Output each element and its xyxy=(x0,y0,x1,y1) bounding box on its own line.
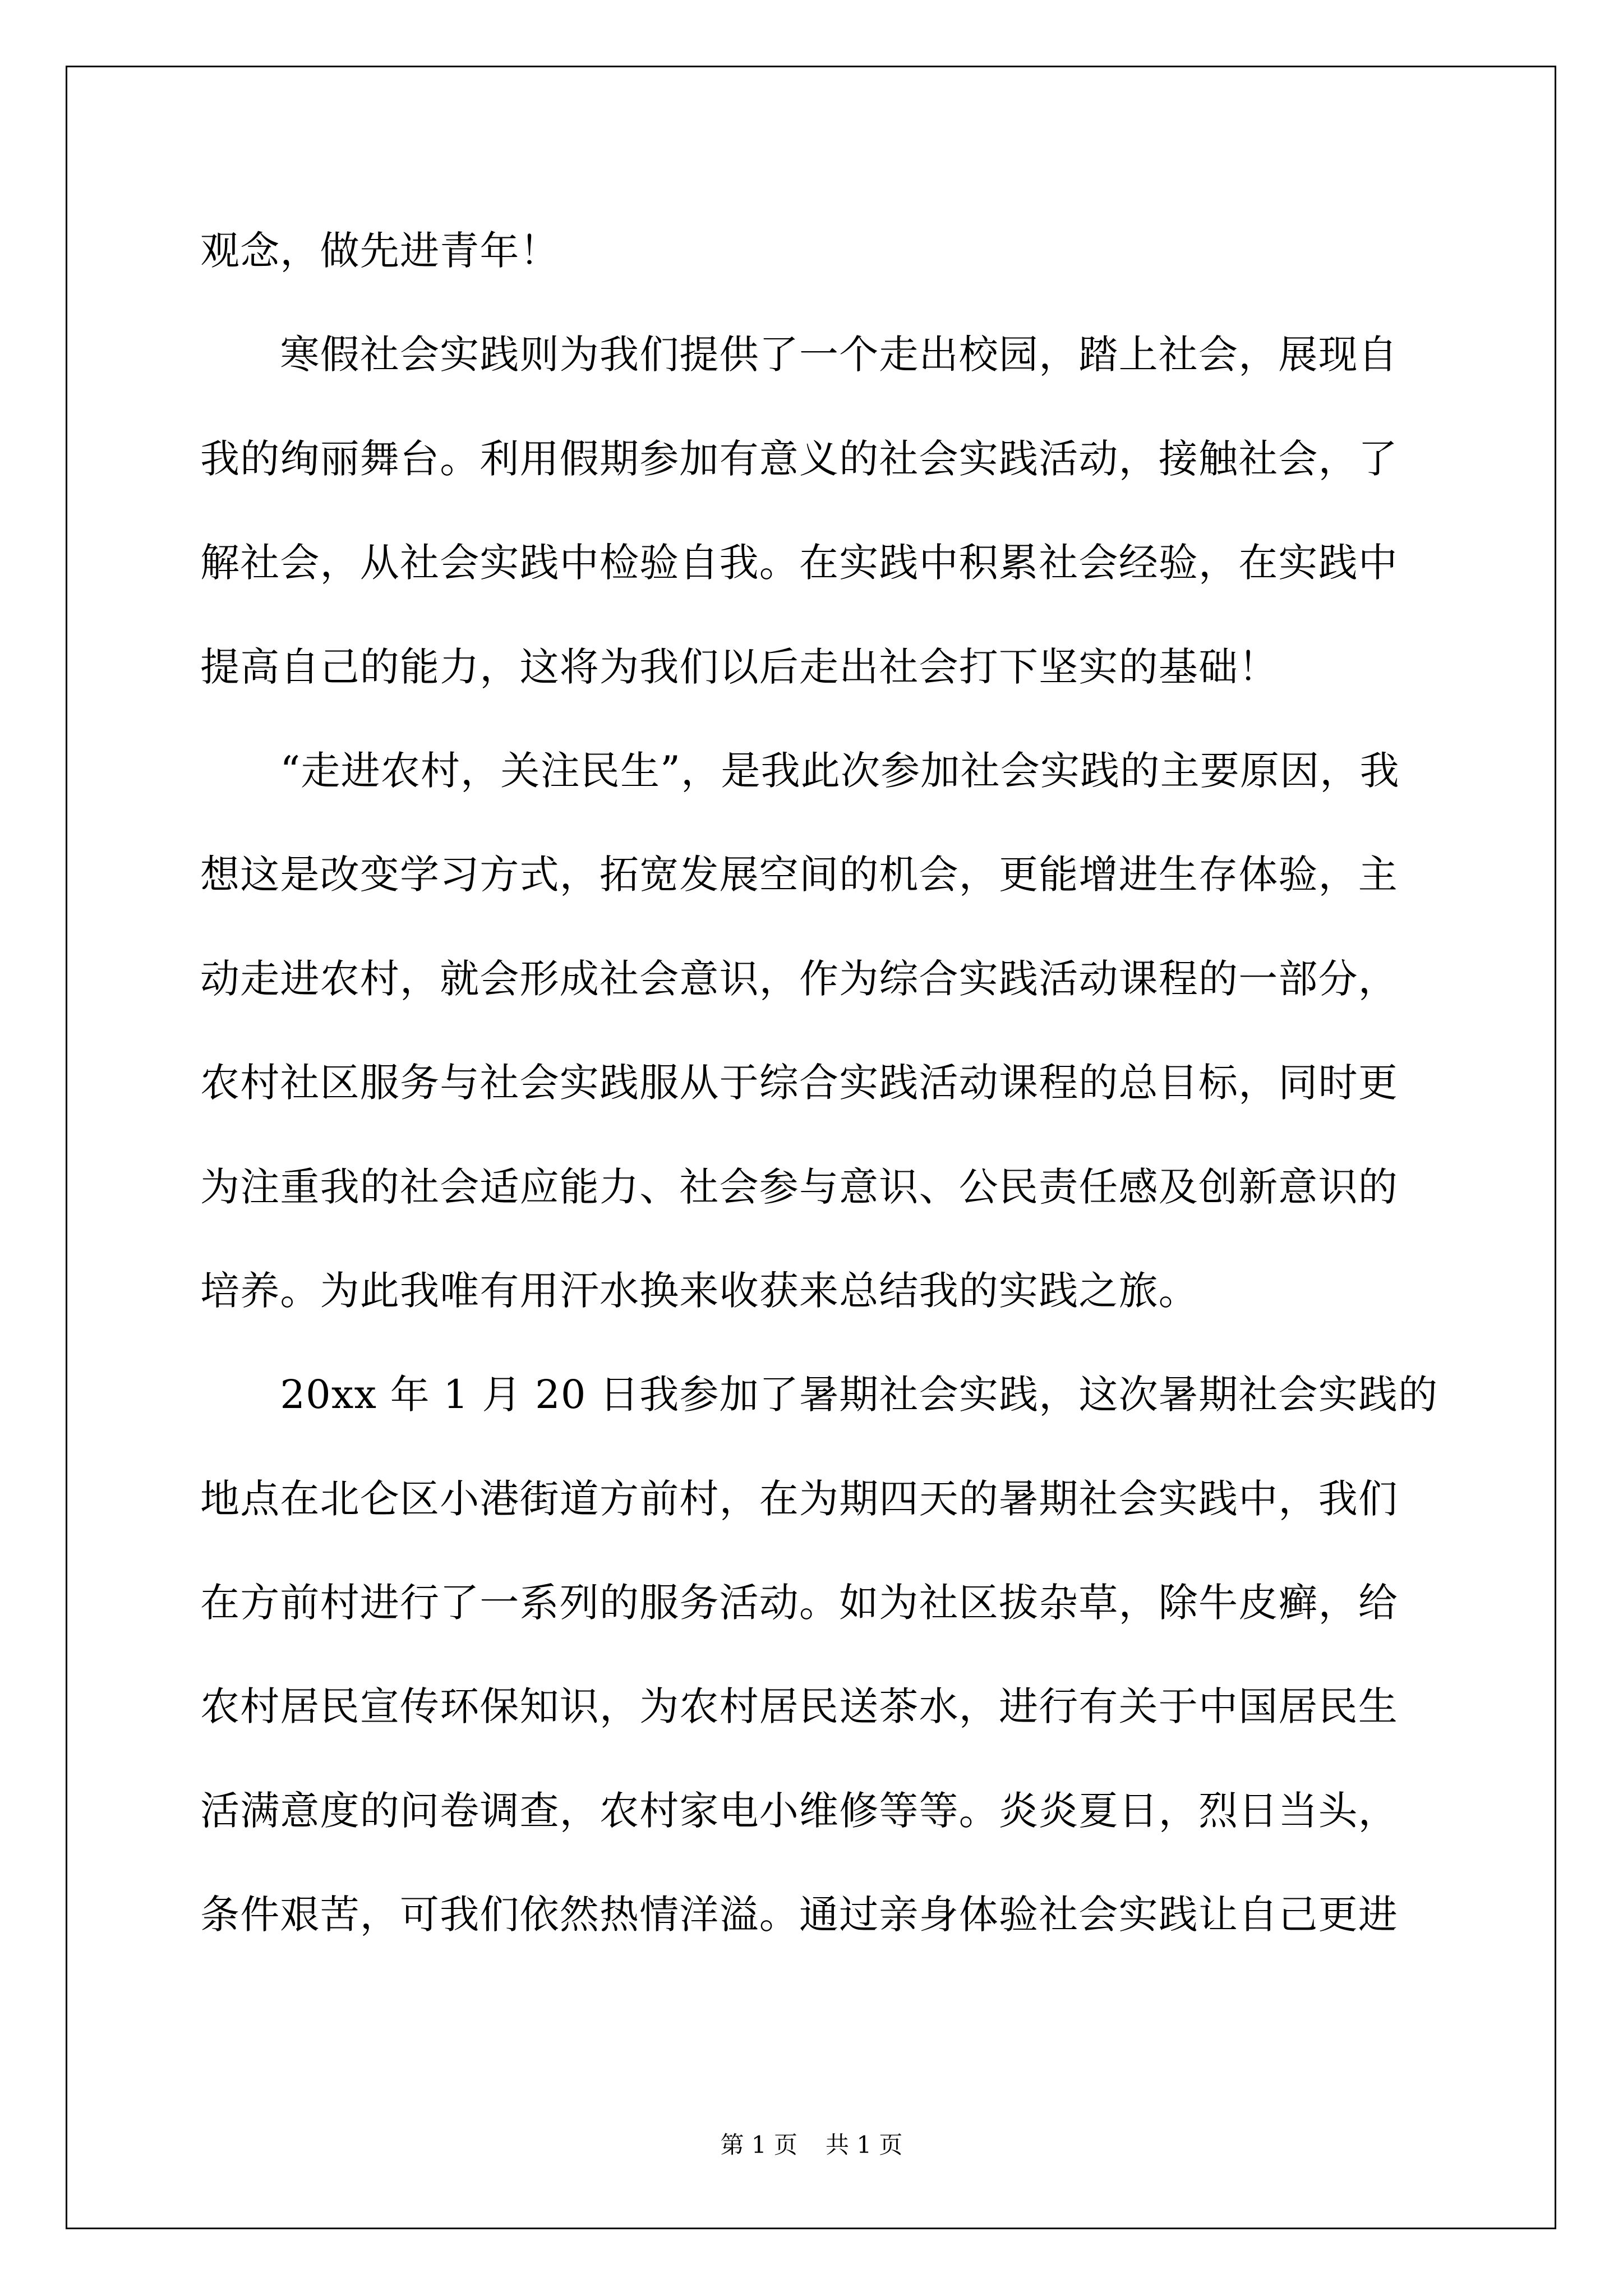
text-line: 观念，做先进青年！ xyxy=(200,228,560,274)
text-line: 条件艰苦，可我们依然热情洋溢。通过亲身体验社会实践让自己更进 xyxy=(200,1892,1398,1938)
document-body xyxy=(200,199,1438,1967)
text-line: 动走进农村，就会形成社会意识，作为综合实践活动课程的一部分， xyxy=(200,955,1398,1002)
page-number-total: 共 1 页 xyxy=(826,2131,903,2159)
text-line: 解社会，从社会实践中检验自我。在实践中积累社会经验，在实践中 xyxy=(200,540,1398,586)
page-number-current: 第 1 页 xyxy=(720,2131,797,2159)
text-line: 20xx 年 1 月 20 日我参加了暑期社会实践，这次暑期社会实践的 xyxy=(200,1372,1438,1418)
text-line: 培养。为此我唯有用汗水换来收获来总结我的实践之旅。 xyxy=(200,1267,1198,1314)
text-line: 地点在北仑区小港街道方前村，在为期四天的暑期社会实践中，我们 xyxy=(200,1475,1398,1522)
text-line: 寒假社会实践则为我们提供了一个走出校园，踏上社会，展现自 xyxy=(200,332,1398,378)
page-footer xyxy=(0,2129,1623,2161)
text-line: “走进农村，关注民生”，是我此次参加社会实践的主要原因，我 xyxy=(200,747,1400,794)
text-line: 农村居民宣传环保知识，为农村居民送茶水，进行有关于中国居民生 xyxy=(200,1683,1398,1730)
text-line: 为注重我的社会适应能力、社会参与意识、公民责任感及创新意识的 xyxy=(200,1163,1398,1210)
text-line: 在方前村进行了一系列的服务活动。如为社区拔杂草，除牛皮癣，给 xyxy=(200,1580,1398,1626)
text-line: 我的绚丽舞台。利用假期参加有意义的社会实践活动，接触社会，了 xyxy=(200,435,1398,482)
text-line: 农村社区服务与社会实践服从于综合实践活动课程的总目标，同时更 xyxy=(200,1060,1398,1106)
text-line: 提高自己的能力，这将为我们以后走出社会打下坚实的基础！ xyxy=(200,643,1279,690)
text-line: 想这是改变学习方式，拓宽发展空间的机会，更能增进生存体验，主 xyxy=(200,852,1398,898)
text-line: 活满意度的问卷调查，农村家电小维修等等。炎炎夏日，烈日当头， xyxy=(200,1787,1398,1834)
